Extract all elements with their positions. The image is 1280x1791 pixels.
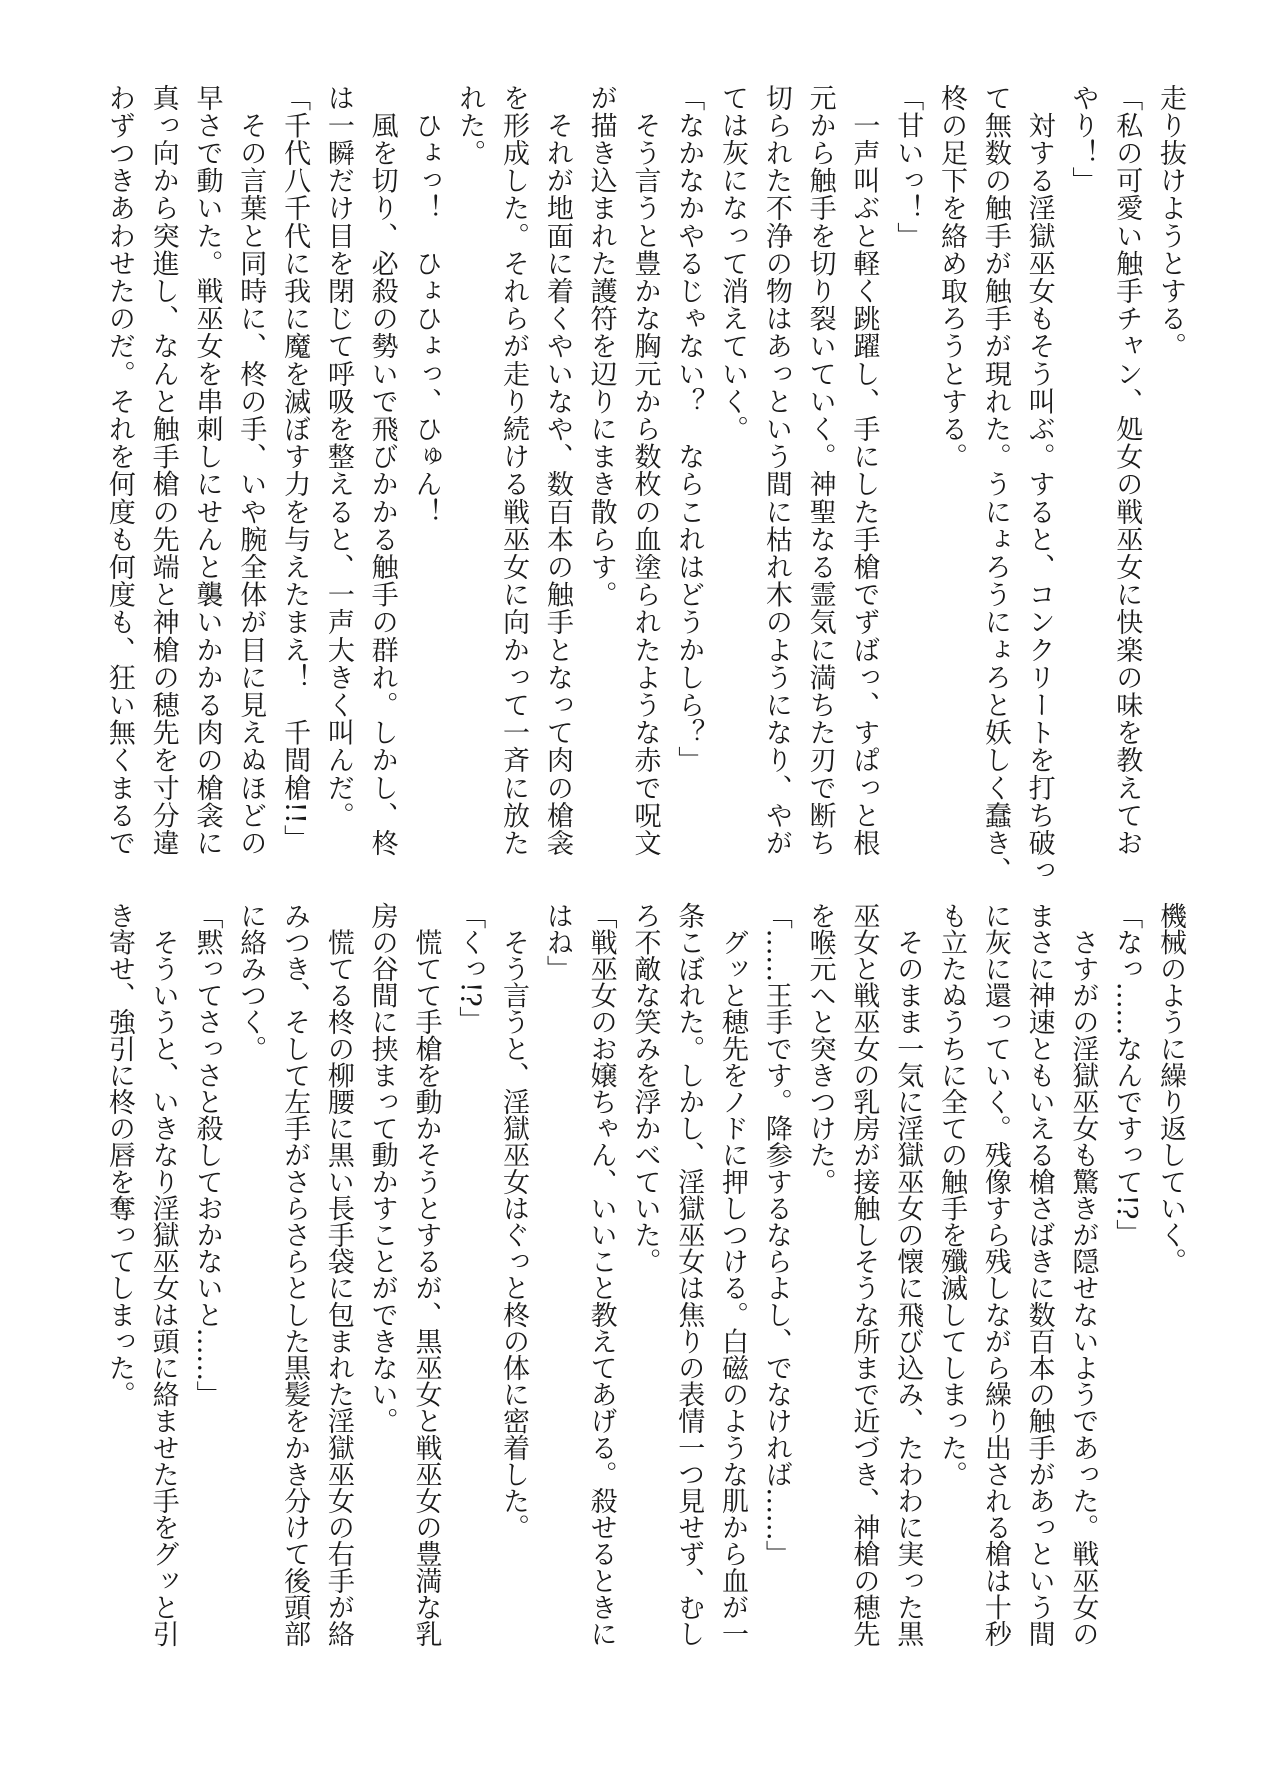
text-line: はね」 — [541, 902, 573, 982]
text-line: そういうと、いきなり淫獄巫女は頭に絡ませた手をグッと引 — [147, 902, 179, 1647]
text-line: 一声叫ぶと軽く跳躍し、手にした手槍でずばっ、すぱっと根 — [848, 84, 880, 857]
text-line: に絡みつく。 — [235, 902, 267, 1062]
text-line: 「黙ってさっさと殺しておかないと……」 — [191, 902, 223, 1408]
text-line: そう言うと豊かな胸元から数枚の血塗られたような赤で呪文 — [629, 84, 661, 857]
text-line: ろ不敵な笑みを浮かべていた。 — [629, 902, 661, 1275]
text-line: て無数の触手が触手が現れた。うにょろうにょろと妖しく蠢き、 — [979, 84, 1011, 885]
text-line: 「……王手です。降参するならよし、でなければ……」 — [760, 902, 792, 1568]
text-line: 真っ向から突進し、なんと触手槍の先端と神槍の穂先を寸分違 — [147, 84, 179, 857]
text-line: 切られた不浄の物はあっという間に枯れ木のようになり、やが — [760, 84, 792, 857]
text-line: 条こぼれた。しかし、淫獄巫女は焦りの表情一つ見せず、むし — [673, 902, 705, 1647]
text-line: その言葉と同時に、柊の手、いや腕全体が目に見えぬほどの — [235, 84, 267, 857]
text-line: も立たぬうちに全ての触手を殲滅してしまった。 — [936, 902, 968, 1488]
text-line: 「甘いっ！」 — [892, 84, 924, 250]
text-line: みつき、そして左手がさらさらとした黒髪をかき分けて後頭部 — [279, 902, 311, 1647]
text-line: 柊の足下を絡め取ろうとする。 — [936, 84, 968, 471]
text-line: 房の谷間に挟まって動かすことができない。 — [366, 902, 398, 1435]
text-line: そのまま一気に淫獄巫女の懐に飛び込み、たわわに実った黒 — [892, 902, 924, 1647]
text-line: 慌てて手槍を動かそうとするが、黒巫女と戦巫女の豊満な乳 — [410, 902, 442, 1647]
text-line: き寄せ、強引に柊の唇を奪ってしまった。 — [103, 902, 135, 1408]
text-line: を形成した。それらが走り続ける戦巫女に向かって一斉に放た — [498, 84, 530, 857]
text-line: は一瞬だけ目を閉じて呼吸を整えると、一声大きく叫んだ。 — [322, 84, 354, 830]
text-line: グッと穂先をノドに押しつける。白磁のような肌から血が一 — [717, 902, 749, 1647]
text-line: 走り抜けようとする。 — [1155, 84, 1186, 360]
text-line: 「千代八千代に我に魔を滅ぼす力を与えたまえ！ 千間槍!!」 — [279, 84, 311, 853]
lower-text-block — [97, 902, 1192, 1662]
text-line: まさに神速ともいえる槍さばきに数百本の触手があっという間 — [1023, 902, 1055, 1647]
text-line: が描き込まれた護符を辺りにまき散らす。 — [585, 84, 617, 609]
text-line: 巫女と戦巫女の乳房が接触しそうな所まで近づき、神槍の穂先 — [848, 902, 880, 1647]
text-line: 風を切り、必殺の勢いで飛びかかる触手の群れ。しかし、柊 — [366, 84, 398, 857]
text-line: 機械のように繰り返していく。 — [1155, 902, 1186, 1275]
text-line: ては灰になって消えていく。 — [717, 84, 749, 443]
text-line: 慌てる柊の柳腰に黒い長手袋に包まれた淫獄巫女の右手が絡 — [322, 902, 354, 1647]
text-line: 「なっ……なんですって!?」 — [1111, 902, 1143, 1246]
text-line: 「私の可愛い触手チャン、処女の戦巫女に快楽の味を教えてお — [1111, 84, 1143, 857]
text-line: 「なかなかやるじゃない？ ならこれはどうかしら？」 — [673, 84, 705, 774]
upper-text-block — [97, 84, 1192, 885]
text-line: それが地面に着くやいなや、数百本の触手となって肉の槍衾 — [541, 84, 573, 857]
text-line: を喉元へと突きつけた。 — [804, 902, 836, 1195]
text-line: 早さで動いた。戦巫女を串刺しにせんと襲いかかる肉の槍衾に — [191, 84, 223, 857]
text-line: やり！」 — [1067, 84, 1099, 195]
text-line: れた。 — [454, 84, 486, 167]
text-line: 元から触手を切り裂いていく。神聖なる霊気に満ちた刃で断ち — [804, 84, 836, 857]
text-line: 「くっ!?」 — [454, 902, 486, 1033]
text-line: に灰に還っていく。残像すら残しながら繰り出される槍は十秒 — [979, 902, 1011, 1647]
text-line: 「戦巫女のお嬢ちゃん、いいこと教えてあげる。殺せるときに — [585, 902, 617, 1647]
text-line: ひょっ！ ひょひょっ、ひゅん！ — [410, 84, 442, 526]
text-line: わずつきあわせたのだ。それを何度も何度も、狂い無くまるで — [103, 84, 135, 857]
text-line: さすがの淫獄巫女も驚きが隠せないようであった。戦巫女の — [1067, 902, 1099, 1647]
text-line: 対する淫獄巫女もそう叫ぶ。すると、コンクリートを打ち破っ — [1023, 84, 1055, 885]
text-line: そう言うと、淫獄巫女はぐっと柊の体に密着した。 — [498, 902, 530, 1541]
